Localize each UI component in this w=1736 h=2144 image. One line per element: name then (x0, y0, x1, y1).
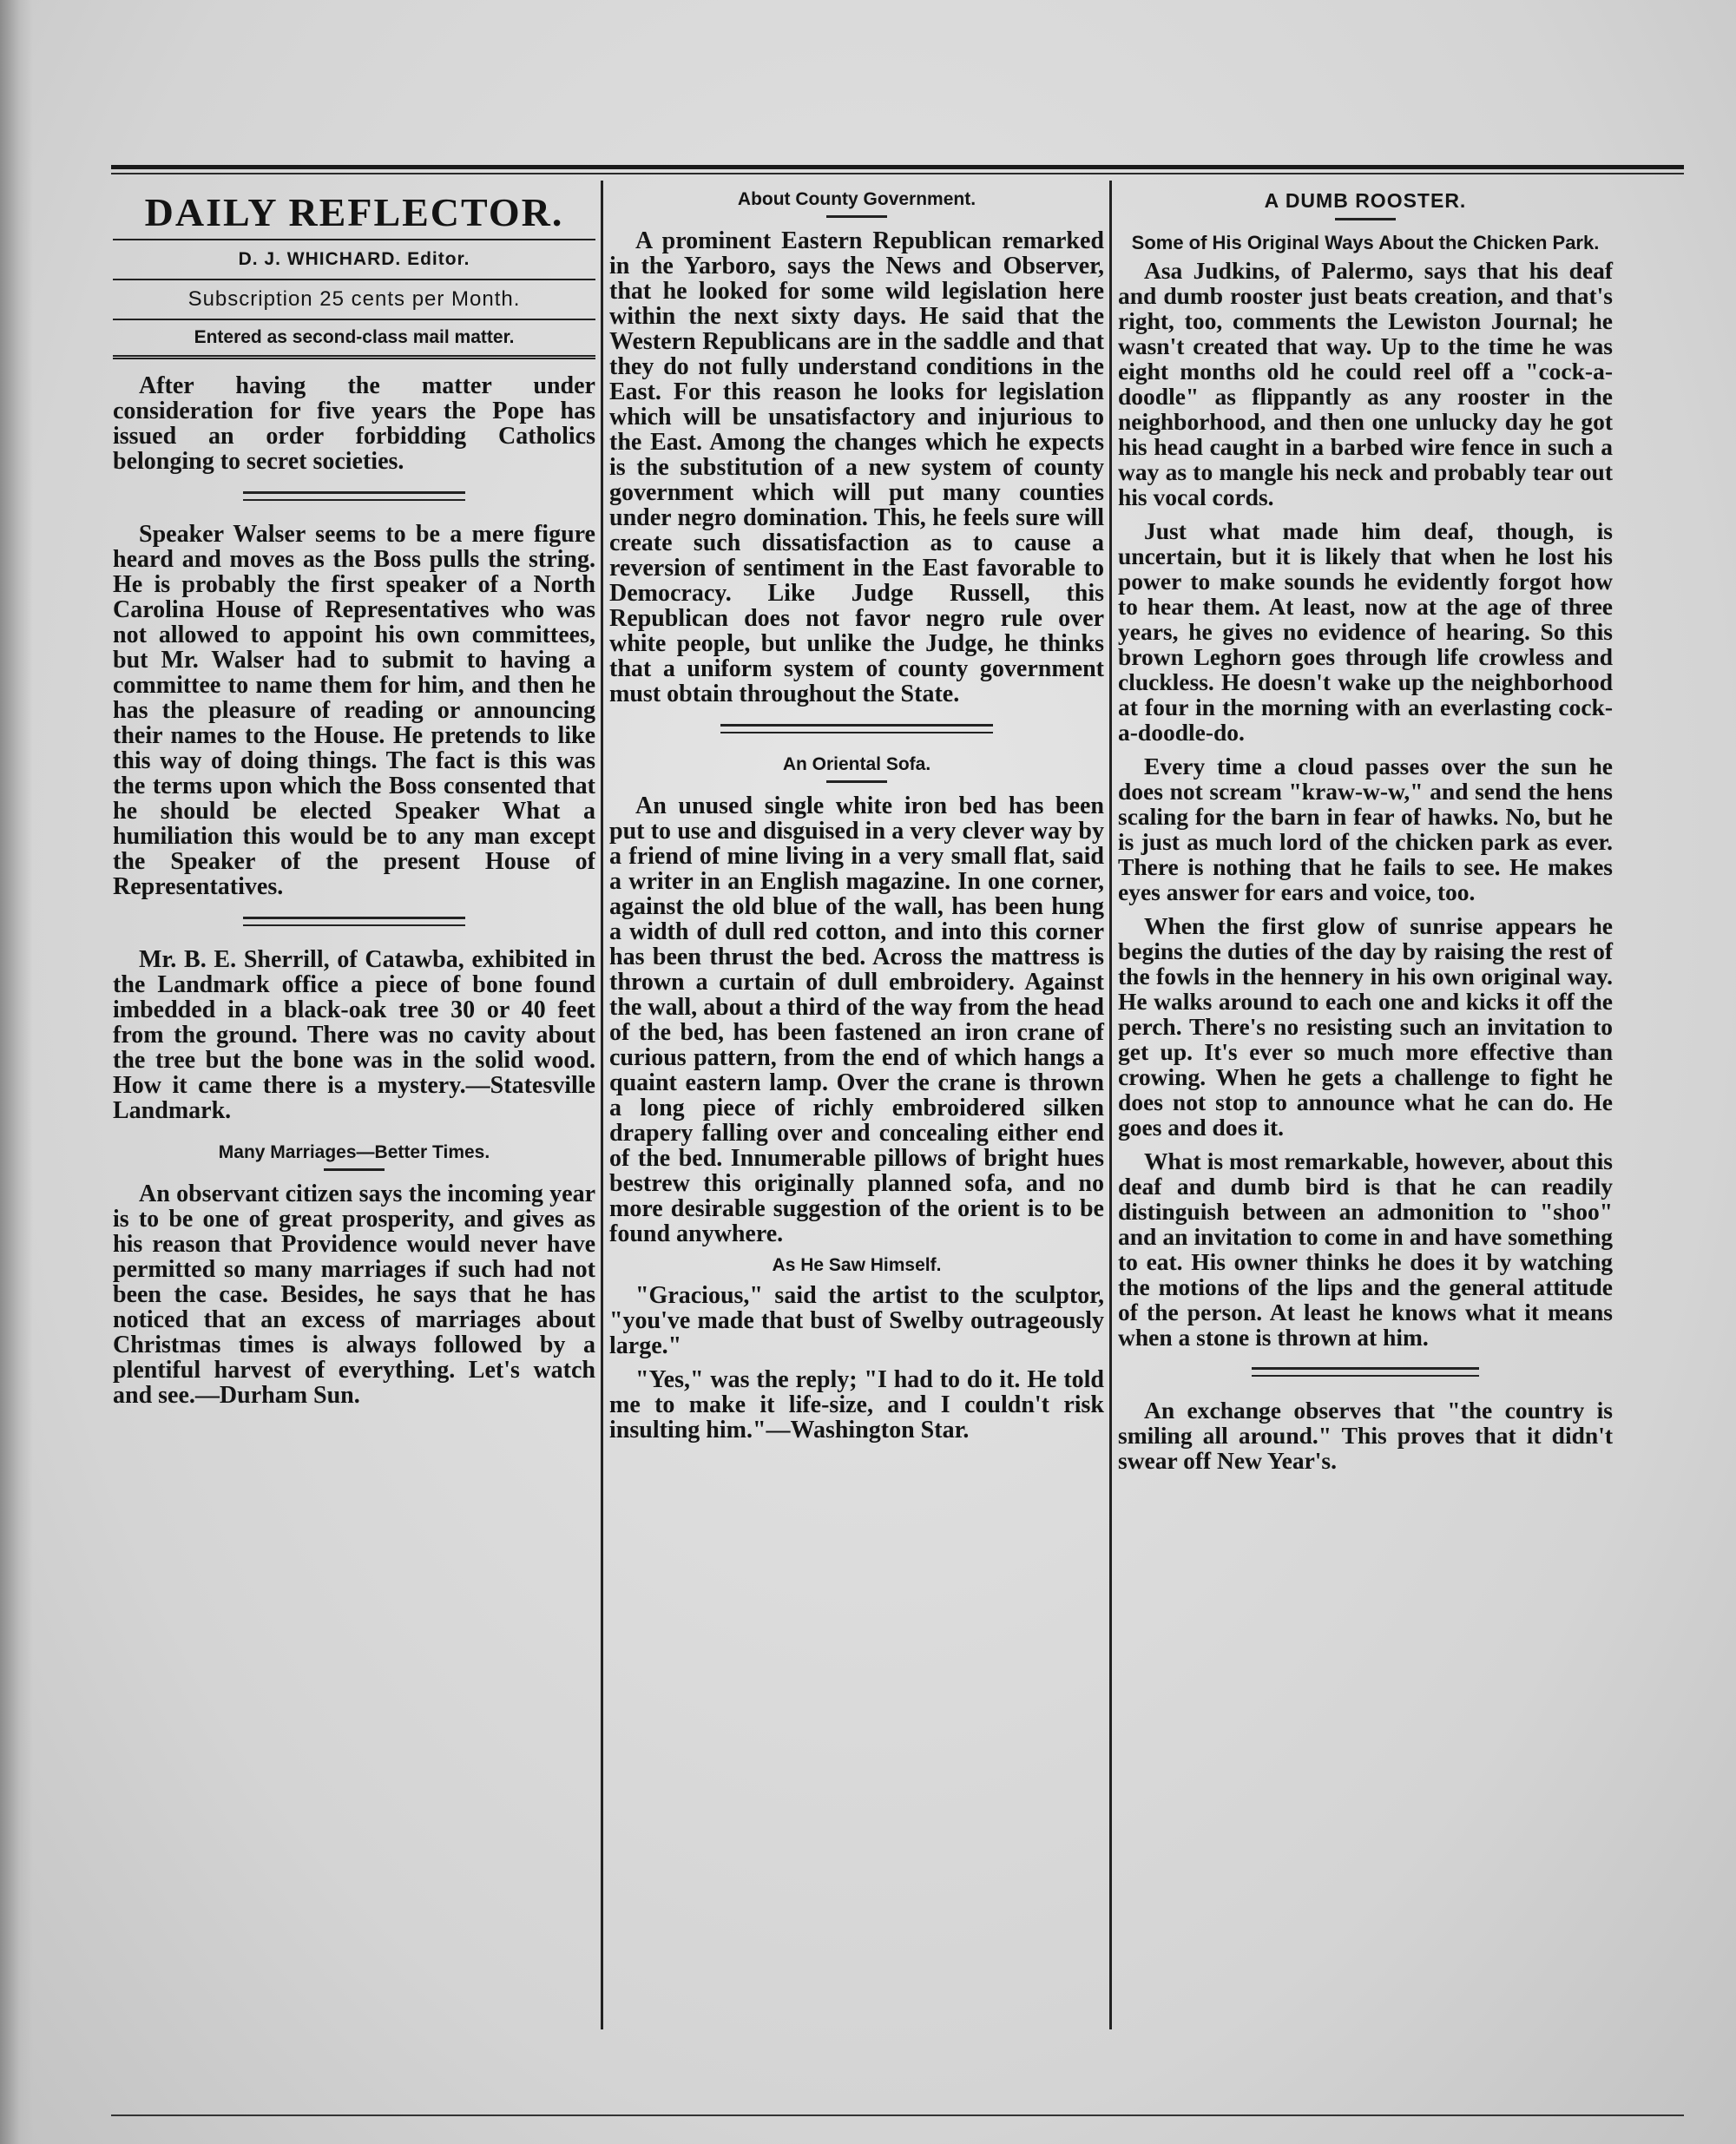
column-2 (609, 182, 1104, 1451)
heading-county-government: About County Government. (737, 189, 976, 209)
mini-rule (1335, 218, 1396, 220)
column-rule-1 (601, 181, 603, 2029)
page-edge-shadow (0, 0, 33, 2144)
article-many-marriages: An observant citizen says the incoming year is to be one of great prosperity, and gives as his reason that Providence would never have permitted so many marriages if such had not been the case. Besides, he says that he has noticed that an excess of marriages about Christmas times is always followed by a plentiful harvest of everything. Let's watch and see.—Durham Sun. (113, 1181, 595, 1409)
top-rule (111, 165, 1684, 174)
masthead-title: DAILY REFLECTOR. (144, 190, 564, 234)
column-1 (113, 182, 595, 1417)
masthead-entered: Entered as second-class mail matter. (113, 327, 595, 359)
article-pope-order: After having the matter under consideration for five years the Pope has issued an order forbidding Catholics belonging to secret societies. (113, 372, 595, 475)
article-as-he-saw-himself-2: "Yes," was the reply; "I had to do it. He told me to make it life-size, and I couldn't risk insulting him."—Washington Star. (609, 1366, 1104, 1444)
rooster-paragraph-4: When the first glow of sunrise appears he begins the duties of the day by raising the rest of the fowls in the hennery in his own original way. He walks around to each one and kicks it off the perch. There's no resisting such an invitation to get up. It's ever so much more effective than crowing. When he gets a challenge to fight he does not stop to announce what he can do. He goes and does it. (1118, 912, 1613, 1141)
separator (243, 917, 465, 926)
rooster-paragraph-5: What is most remarkable, however, about this deaf and dumb bird is that he can readily distinguish between an admonition to "shoo" and an invitation to come in and have something to eat. His owner thinks he does it by watching the motions of the lips and the general attitude of the person. At least he knows what it means when a stone is thrown at him. (1118, 1148, 1613, 1351)
subheading-dumb-rooster: Some of His Original Ways About the Chicken Park. (1131, 232, 1600, 253)
heading-dumb-rooster: A DUMB ROOSTER. (1264, 189, 1467, 212)
heading-oriental-sofa: An Oriental Sofa. (782, 754, 931, 774)
article-sherrill-bone: Mr. B. E. Sherrill, of Catawba, exhibited in the Landmark office a piece of bone found imbedded in a black-oak tree 30 or 40 feet from the ground. There was no cavity about the tree but the bone was in the solid wood. How it came there is a mystery.—Statesville Landmark. (113, 946, 595, 1124)
masthead-subscription: Subscription 25 cents per Month. (113, 279, 595, 320)
rooster-paragraph-1: Asa Judkins, of Palermo, says that his deaf and dumb rooster just beats creation, and that's right, too, comments the Lewiston Journal; he wasn't created that way. Up to the time he was eight months old he could reel off a "cock-a-doodle" as flippantly as any rooster in the neighborhood, and then one unlucky day he got his head caught in a barbed wire fence in such a way as to mangle his neck and probably tear out his vocal cords. (1118, 257, 1613, 510)
article-exchange-observes: An exchange observes that "the country is smiling all around." This proves that it didn't swear off New Year's. (1118, 1397, 1613, 1474)
article-oriental-sofa: An unused single white iron bed has been put to use and disguised in a very clever way by a friend of mine living in a very small flat, said a writer in an English magazine. In one corner, against the old blue of the wall, has been hung a width of dull red cotton, and into this corner has been thrust the bed. Across the mattress is thrown a curtain of dull embroidery. Against the wall, about a third of the way from the head of the bed, has been fastened an iron crane of curious pattern, from the end of which hangs a quaint eastern lamp. Over the crane is thrown a long piece of richly embroidered silken drapery falling over and concealing either end of the bed. Innumerable pillows of bright hues bestrew this originally planned sofa, and no more desirable suggestion of the orient is to be found anywhere. (609, 792, 1104, 1247)
rooster-paragraph-2: Just what made him deaf, though, is uncertain, but it is likely that when he lost his power to make sounds he evidently forgot how to hear them. At least, now at the age of three years, he gives no evidence of hearing. So this brown Leghorn goes through life crowless and cluckless. He doesn't wake up the neighborhood at four in the morning with an everlasting cock-a-doodle-do. (1118, 517, 1613, 746)
article-county-government: A prominent Eastern Republican remarked in the Yarboro, says the News and Observer, that he looked for some wild legislation here within the next sixty days. He said that the Western Republicans are in the saddle and that they do not fully understand conditions in the East. For this reason he looks for legislation which will be unsatisfactory and injurious to the East. Among the changes which he expects is the substitution of a new system of county government which will put many counties under negro domination. This, he feels sure will create such dissatisfaction as to cause a reversion of sentiment in the East favorable to Democracy. Like Judge Russell, this Republican does not favor negro rule over white people, but unlike the Judge, he thinks that a uniform system of county government must obtain throughout the State. (609, 227, 1104, 707)
separator (720, 724, 993, 733)
column-rule-2 (1109, 181, 1112, 2029)
article-as-he-saw-himself-1: "Gracious," said the artist to the sculptor, "you've made that bust of Swelby outrageously large." (609, 1282, 1104, 1359)
article-speaker-walser: Speaker Walser seems to be a mere figure heard and moves as the Boss pulls the string. He is probably the first speaker of a North Carolina House of Representatives who was not allowed to appoint his own committees, but Mr. Walser had to submit to having a committee to name them for him, and then he has the pleasure of reading or announcing their names to the House. He pretends to like this way of doing things. The fact is this was the terms upon which the Boss consented that he should be elected Speaker What a humiliation this would be to any man except the Speaker of the present House of Representatives. (113, 521, 595, 900)
rooster-paragraph-3: Every time a cloud passes over the sun he does not scream "kraw-w-w," and send the hens scaling for the barn in fear of hawks. No, but he is just as much lord of the chicken park as ever. There is nothing that he fails to see. He makes eyes answer for ears and voice, too. (1118, 753, 1613, 905)
heading-many-marriages: Many Marriages—Better Times. (218, 1142, 490, 1162)
separator (243, 491, 465, 501)
bottom-rule (111, 2114, 1684, 2116)
mini-rule (324, 1168, 385, 1171)
heading-as-he-saw-himself: As He Saw Himself. (772, 1255, 942, 1275)
column-3 (1118, 182, 1613, 1482)
mini-rule (826, 215, 887, 218)
mini-rule (826, 780, 887, 783)
separator (1252, 1367, 1479, 1377)
masthead-editor: D. J. WHICHARD. Editor. (113, 239, 595, 270)
